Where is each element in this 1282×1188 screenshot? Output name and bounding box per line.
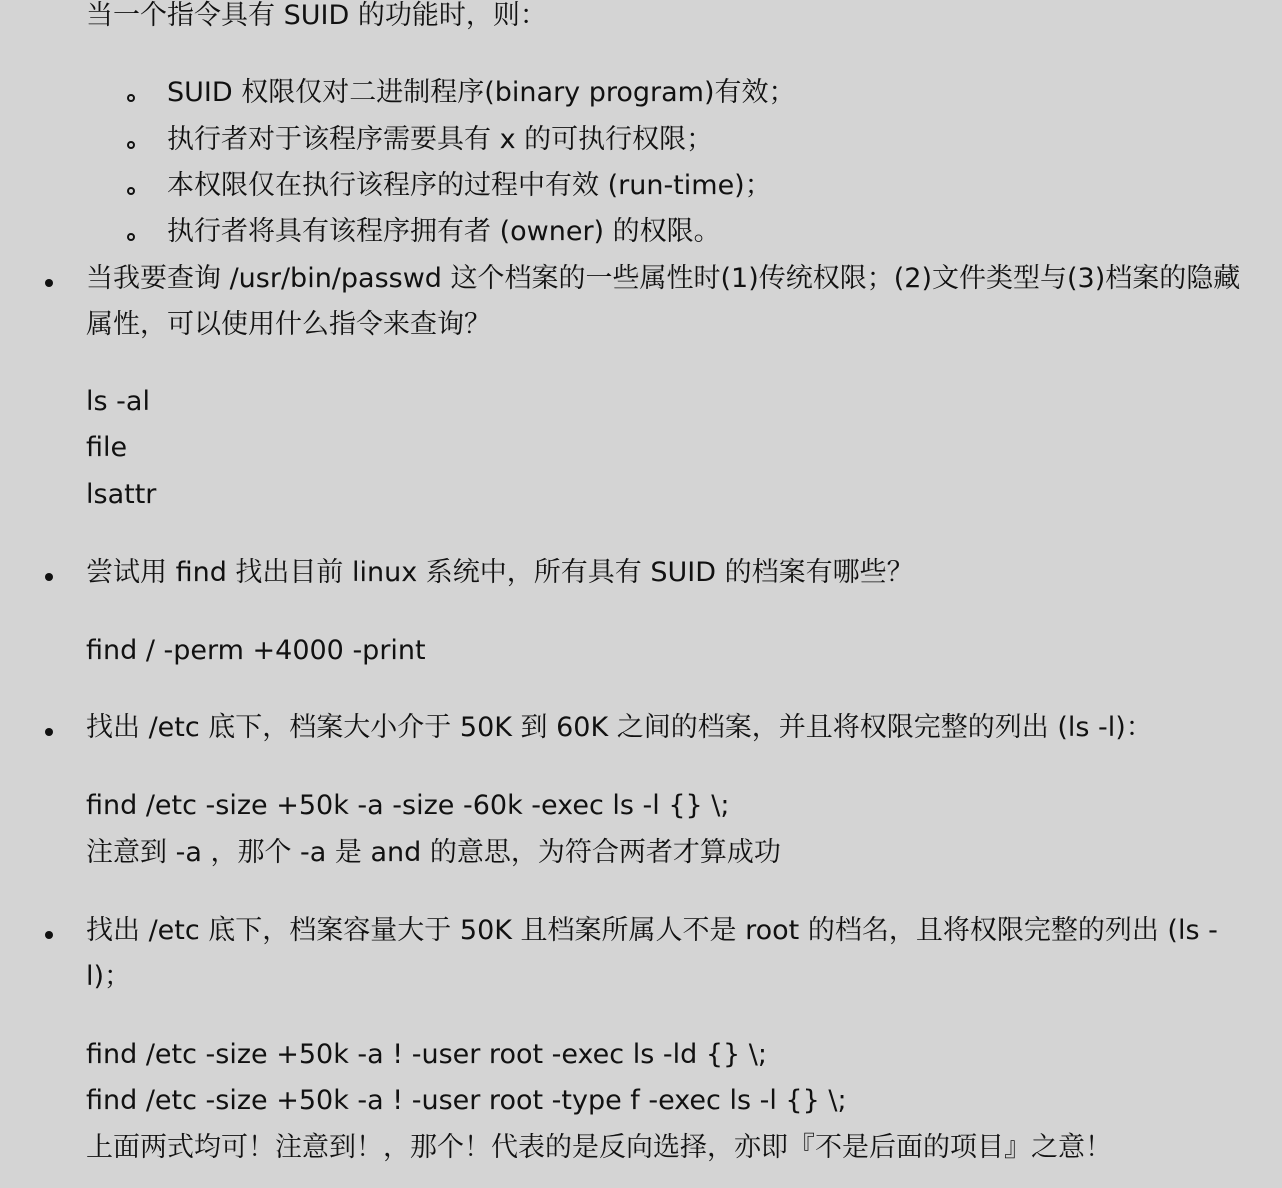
q4-question-line1: 找出 /etc 底下，档案容量大于 50K 且档案所属人不是 root 的档名，且将权限完整的列出 (ls -	[86, 915, 1218, 946]
suid-point-2: 执行者对于该程序需要具有 x 的可执行权限；	[167, 124, 714, 155]
circle-bullet-icon	[127, 233, 135, 241]
circle-bullet-icon	[127, 94, 135, 102]
q1-question-line1: 当我要查询 /usr/bin/passwd 这个档案的一些属性时(1)传统权限；(2)文件类型与(3)档案的隐藏	[86, 263, 1241, 294]
suid-point-1: SUID 权限仅对二进制程序(binary program)有效；	[167, 77, 796, 108]
bullet-icon	[45, 279, 53, 287]
bullet-icon	[45, 573, 53, 581]
q1-answer-1: ls -al	[86, 386, 150, 417]
q4-note: 上面两式均可！注意到！，那个！代表的是反向选择，亦即『不是后面的项目』之意！	[86, 1132, 1112, 1163]
q1-question-line2: 属性，可以使用什么指令来查询？	[86, 309, 491, 340]
circle-bullet-icon	[127, 141, 135, 149]
q4-answer-1: find /etc -size +50k -a ! -user root -exec ls -ld {} \;	[86, 1039, 767, 1070]
bullet-icon	[45, 931, 53, 939]
circle-bullet-icon	[127, 187, 135, 195]
bullet-icon	[45, 728, 53, 736]
q1-answer-3: lsattr	[86, 479, 157, 510]
q2-answer: find / -perm +4000 -print	[86, 635, 426, 666]
q3-note: 注意到 -a ，那个 -a 是 and 的意思，为符合两者才算成功	[86, 837, 781, 868]
suid-point-4: 执行者将具有该程序拥有者 (owner) 的权限。	[167, 216, 721, 247]
q4-question-line2: l)；	[86, 961, 132, 992]
intro-text: 当一个指令具有 SUID 的功能时，则：	[86, 0, 547, 31]
q3-question: 找出 /etc 底下，档案大小介于 50K 到 60K 之间的档案，并且将权限完整的列出 (ls -l)：	[86, 712, 1153, 743]
q1-answer-2: file	[86, 432, 128, 463]
q4-answer-2: find /etc -size +50k -a ! -user root -type f -exec ls -l {} \;	[86, 1085, 847, 1116]
q2-question: 尝试用 find 找出目前 linux 系统中，所有具有 SUID 的档案有哪些？	[86, 557, 914, 588]
q3-answer: find /etc -size +50k -a -size -60k -exec ls -l {} \;	[86, 790, 730, 821]
suid-point-3: 本权限仅在执行该程序的过程中有效 (run-time)；	[167, 170, 772, 201]
